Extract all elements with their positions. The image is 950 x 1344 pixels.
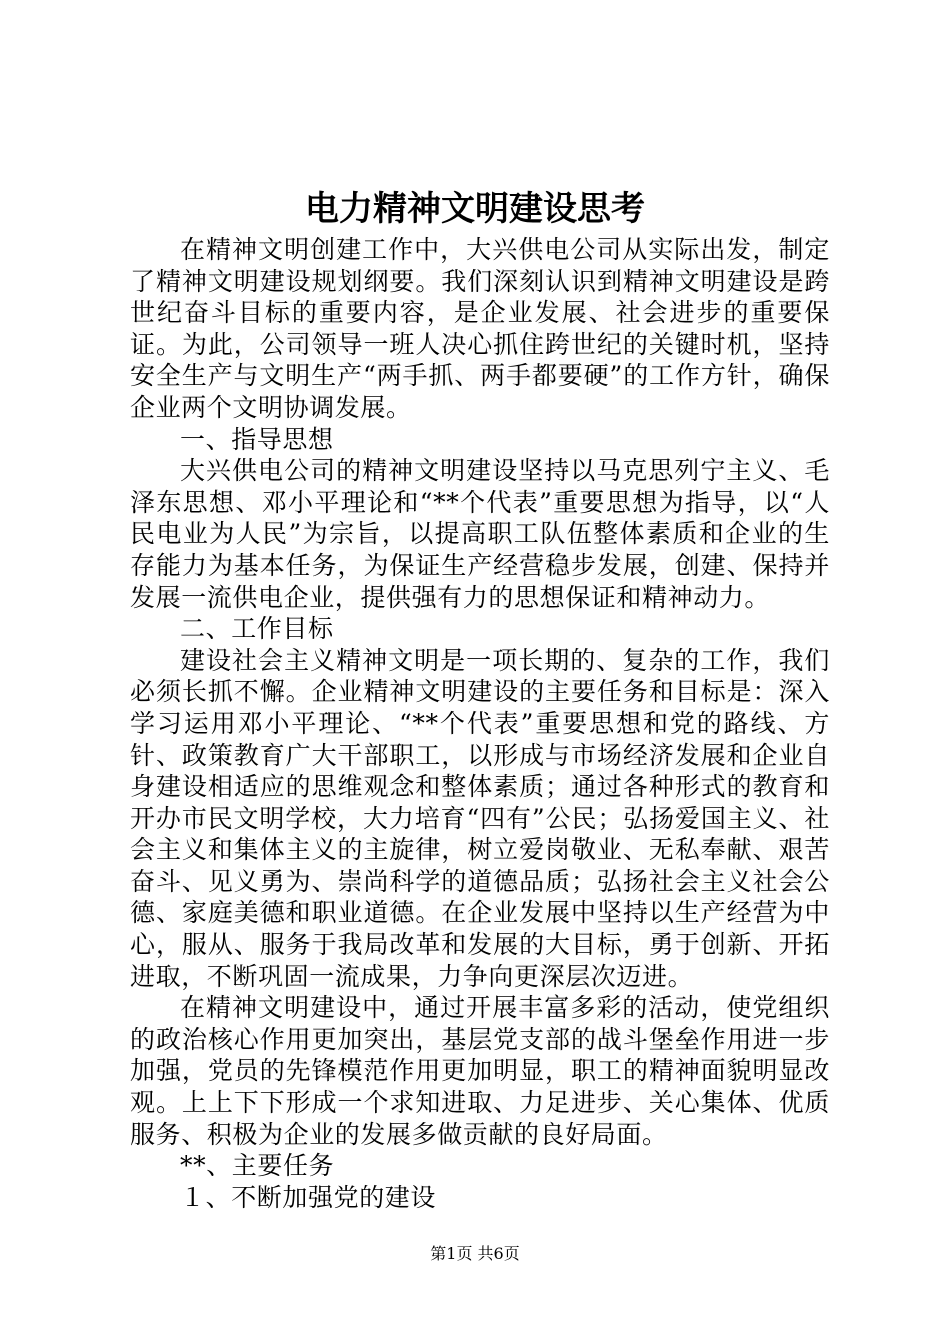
paragraph-work-goals: 建设社会主义精神文明是一项长期的、复杂的工作，我们必须长抓不懈。企业精神文明建设的主要任务和目标是：深入学习运用邓小平理论、“**个代表”重要思想和党的路线、方针、政策教育广大干部职工，以形成与市场经济发展和企业自身建设相适应的思维观念和整体素质；通过各种形式的教育和开办市民文明学校，大力培育“四有”公民；弘扬爱国主义、社会主义和集体主义的主旋律，树立爱岗敬业、无私奉献、艰苦奋斗、见义勇为、崇尚科学的道德品质；弘扬社会主义社会公德、家庭美德和职业道德。在企业发展中坚持以生产经营为中心，服从、服务于我局改革和发展的大目标，勇于创新、开拓进取，不断巩固一流成果，力争向更深层次迈进。 [130,645,830,991]
page-number-footer: 第1页 共6页 [430,1244,520,1263]
section-heading-guiding-thought: 一、指导思想 [180,424,334,454]
paragraph-activities: 在精神文明建设中，通过开展丰富多彩的活动，使党组织的政治核心作用更加突出，基层党支部的战斗堡垒作用进一步加强，党员的先锋模范作用更加明显，职工的精神面貌明显改观。上上下下形成一个求知进取、力足进步、关心集体、优质服务、积极为企业的发展多做贡献的良好局面。 [130,993,830,1149]
section-heading-main-tasks: **、主要任务 [180,1151,335,1181]
paragraph-guiding-thought: 大兴供电公司的精神文明建设坚持以马克思列宁主义、毛泽东思想、邓小平理论和“**个代表”重要思想为指导，以“人民电业为人民”为宗旨，以提高职工队伍整体素质和企业的生存能力为基本任务，为保证生产经营稳步发展，创建、保持并发展一流供电企业，提供强有力的思想保证和精神动力。 [130,456,830,612]
paragraph-intro: 在精神文明创建工作中，大兴供电公司从实际出发，制定了精神文明建设规划纲要。我们深刻认识到精神文明建设是跨世纪奋斗目标的重要内容，是企业发展、社会进步的重要保证。为此，公司领导一班人决心抓住跨世纪的关键时机，坚持安全生产与文明生产“两手抓、两手都要硬”的工作方针，确保企业两个文明协调发展。 [130,235,830,422]
document-body [130,234,830,1213]
section-heading-work-goals: 二、工作目标 [180,614,334,644]
document-title: 电力精神文明建设思考 [305,189,645,229]
subsection-heading-party-building: １、不断加强党的建设 [180,1182,437,1212]
